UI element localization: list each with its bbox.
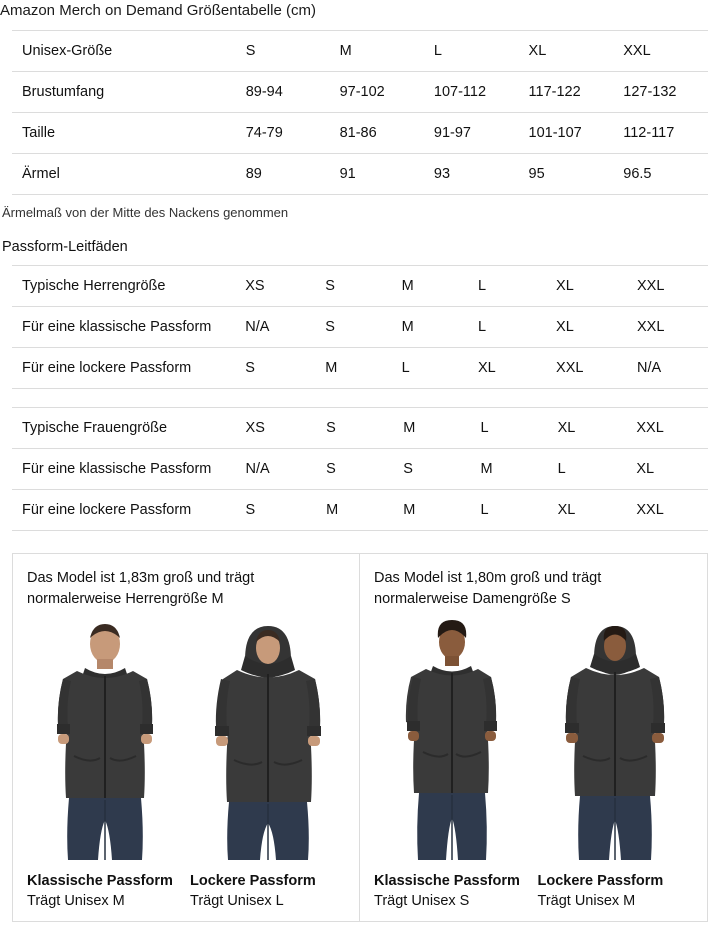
cell: XL [519,31,614,72]
man-relaxed-fit-illustration [193,616,343,866]
cell: L [468,307,546,348]
cell: N/A [236,449,317,490]
table-row [12,490,708,531]
cell: 89 [236,154,330,195]
cell: 93 [424,154,519,195]
table-row [12,266,708,307]
woman-relaxed-fit-illustration [540,616,690,866]
cell: XL [468,348,546,389]
cell: M [330,31,424,72]
cell: 91 [330,154,424,195]
row-label: Unisex-Größe [12,31,236,72]
figure-sublabel: Trägt Unisex S [374,893,470,909]
cell: XS [235,266,315,307]
cell: M [392,266,468,307]
model-card-caption: Das Model ist 1,83m groß und trägt normalerweise Herrengröße M [27,570,255,607]
row-label: Typische Frauengröße [12,408,236,449]
row-label: Für eine klassische Passform [12,307,235,348]
hoodie-figure-image [27,616,182,866]
cell: 96.5 [613,154,708,195]
model-card-caption: Das Model ist 1,80m groß und trägt normalerweise Damengröße S [374,570,602,607]
cell: S [315,307,391,348]
table-row [12,307,708,348]
cell: L [468,266,546,307]
figure-label: Klassische Passform [27,873,173,889]
model-card-men [12,553,360,922]
cell: S [236,31,330,72]
cell: L [392,348,468,389]
cell: XL [546,307,627,348]
cell: M [470,449,547,490]
cell: S [235,348,315,389]
figure-label: Lockere Passform [537,873,664,889]
table-row [12,408,708,449]
cell: 101-107 [519,113,614,154]
figure-classic-men [27,616,182,911]
cell: XL [546,266,627,307]
cell: L [548,449,627,490]
table-row [12,154,708,195]
cell: XL [548,490,627,531]
cell: L [470,490,547,531]
cell: XL [548,408,627,449]
cell: S [315,266,391,307]
cell: XXL [627,307,708,348]
figure-sublabel: Trägt Unisex M [537,893,636,909]
cell: M [392,307,468,348]
cell: 74-79 [236,113,330,154]
mens-fit-table [12,265,708,389]
row-label: Für eine lockere Passform [12,490,236,531]
figure-label: Klassische Passform [374,873,520,889]
fit-guides-label: Passform-Leitfäden [2,239,128,255]
cell: XL [626,449,708,490]
cell: XXL [546,348,627,389]
hoodie-figure-image [538,616,694,866]
model-cards [12,553,708,922]
man-classic-fit-illustration [30,616,180,866]
cell: 127-132 [613,72,708,113]
row-label: Für eine klassische Passform [12,449,236,490]
row-label: Brustumfang [12,72,236,113]
cell: L [470,408,547,449]
cell: M [393,490,470,531]
table-row [12,449,708,490]
cell: S [316,408,393,449]
cell: XXL [626,408,708,449]
cell: 89-94 [236,72,330,113]
row-label: Typische Herrengröße [12,266,235,307]
cell: XXL [613,31,708,72]
figure-sublabel: Trägt Unisex L [190,893,284,909]
cell: M [393,408,470,449]
cell: N/A [235,307,315,348]
cell: S [316,449,393,490]
row-label: Taille [12,113,236,154]
page-title: Amazon Merch on Demand Größentabelle (cm) [0,2,316,19]
hoodie-figure-image [190,616,345,866]
cell: 107-112 [424,72,519,113]
cell: M [315,348,391,389]
hoodie-figure-image [374,616,530,866]
cell: N/A [627,348,708,389]
cell: 112-117 [613,113,708,154]
figure-row [27,616,345,911]
cell: L [424,31,519,72]
cell: XXL [627,266,708,307]
cell: 91-97 [424,113,519,154]
model-card-women [360,553,708,922]
sleeve-measurement-note: Ärmelmaß von der Mitte des Nackens genommen [2,205,289,220]
table-row-header [12,31,708,72]
cell: 117-122 [519,72,614,113]
figure-label: Lockere Passform [190,873,316,889]
row-label: Für eine lockere Passform [12,348,235,389]
figure-classic-women [374,616,530,911]
woman-classic-fit-illustration [377,616,527,866]
figure-row [374,616,693,911]
table-row [12,348,708,389]
cell: S [393,449,470,490]
cell: 95 [519,154,614,195]
figure-relaxed-women [538,616,694,911]
cell: S [236,490,317,531]
cell: 81-86 [330,113,424,154]
table-row [12,113,708,154]
cell: XXL [626,490,708,531]
spacer [0,389,720,407]
cell: M [316,490,393,531]
cell: XS [236,408,317,449]
womens-fit-table [12,407,708,531]
unisex-size-table [12,30,708,195]
table-row [12,72,708,113]
figure-sublabel: Trägt Unisex M [27,893,125,909]
figure-relaxed-men [190,616,345,911]
cell: 97-102 [330,72,424,113]
row-label: Ärmel [12,154,236,195]
